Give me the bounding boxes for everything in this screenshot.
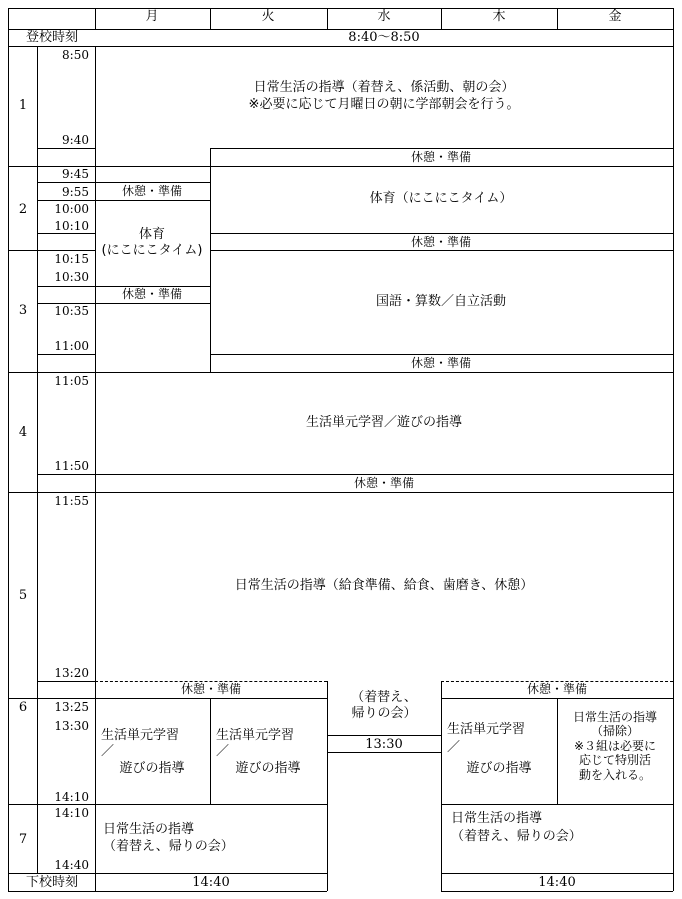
- rule-p4-bottom: [8, 492, 673, 493]
- p3-subjects: 国語・算数／自立活動: [375, 294, 507, 309]
- rule-mon-tue-head: [210, 8, 211, 29]
- rule-p5-bottom: [8, 698, 327, 699]
- time-1035: 10:35: [54, 304, 89, 318]
- period-3: 3: [18, 303, 28, 318]
- rule-time-col-right-a: [95, 8, 96, 29]
- time-1150: 11:50: [54, 459, 89, 473]
- p6-tue-unit-line1: 生活単元学習: [216, 728, 295, 743]
- departure-label: 下校時刻: [25, 875, 79, 890]
- break-mon-p2: 休憩・準備: [121, 184, 183, 198]
- rule-period-time-sep: [37, 46, 38, 873]
- p6-tue-unit-line2: ／: [216, 744, 230, 759]
- rule-wed-thu-b: [441, 681, 442, 891]
- rule-mon-tue-a: [210, 148, 211, 372]
- break-after-p5-left: 休憩・準備: [180, 682, 242, 696]
- p7-right-line1: 日常生活の指導: [451, 811, 543, 826]
- break-after-p1: 休憩・準備: [410, 150, 472, 164]
- arrival-label: 登校時刻: [25, 30, 79, 45]
- rule-right: [673, 8, 674, 891]
- rule-left: [8, 8, 9, 891]
- p6-fri-activity: 日常生活の指導 （掃除） ※３組は必要に 応じて特別活 動を入れる。: [572, 710, 658, 782]
- day-header-fri: 金: [608, 9, 622, 24]
- p6-mon-unit-line2: ／: [101, 744, 115, 759]
- period-4: 4: [18, 425, 28, 440]
- time-1410: 14:10: [54, 790, 89, 804]
- p4-activity: 生活単元学習／遊びの指導: [305, 415, 463, 430]
- rule-p3-break-top-right: [210, 354, 673, 355]
- rule-wed-thu-head: [441, 8, 442, 29]
- rule-wed-time-top: [327, 735, 441, 736]
- rule-p1-break-top: [210, 148, 673, 149]
- pe-tue-fri: 体育（にこにこタイム）: [369, 191, 513, 206]
- rule-top: [8, 8, 673, 9]
- departure-time-right: 14:40: [538, 875, 576, 890]
- rule-thu-fri-head: [557, 8, 558, 29]
- rule-p3-bottom: [8, 372, 673, 373]
- time-1000: 10:00: [54, 202, 89, 216]
- rule-p1-bottom: [8, 166, 673, 167]
- rule-p1-end: [37, 148, 95, 149]
- p7-left-line1: 日常生活の指導: [103, 822, 195, 837]
- rule-p7-bottom: [8, 873, 327, 874]
- p7-left-line2: （着替え、帰りの会）: [103, 839, 234, 854]
- break-after-p5-right: 休憩・準備: [526, 682, 588, 696]
- departure-time-left: 14:40: [192, 875, 230, 890]
- p6-thu-unit-line3: 遊びの指導: [466, 761, 532, 776]
- p5-activity: 日常生活の指導（給食準備、給食、歯磨き、休憩）: [234, 578, 534, 593]
- rule-p6-bottom-right: [441, 804, 673, 805]
- time-0955: 9:55: [62, 185, 89, 199]
- p6-tue-unit-line3: 遊びの指導: [235, 761, 301, 776]
- break-after-p3: 休憩・準備: [410, 356, 472, 370]
- rule-p2-bottom: [8, 250, 95, 251]
- rule-p3-break-top: [37, 354, 95, 355]
- p1-note-line2: ※必要に応じて月曜日の朝に学部朝会を行う。: [248, 97, 520, 112]
- rule-p2-break-top-right: [210, 233, 673, 234]
- day-header-tue: 火: [261, 9, 275, 24]
- break-after-p2: 休憩・準備: [410, 235, 472, 249]
- period-5: 5: [18, 588, 28, 603]
- arrival-time: 8:40〜8:50: [348, 30, 420, 45]
- p1-activity-line1: 日常生活の指導（着替え、係活動、朝の会）: [253, 80, 515, 95]
- time-1030: 10:30: [54, 270, 89, 284]
- time-1410-b: 14:10: [54, 806, 89, 820]
- p6-thu-unit-line1: 生活単元学習: [447, 722, 526, 737]
- time-1440: 14:40: [54, 858, 89, 872]
- rule-thu-fri-b: [557, 698, 558, 804]
- rule-mon-tue-b: [210, 698, 211, 804]
- rule-header-bottom: [8, 29, 673, 30]
- rule-p4-break-top: [37, 474, 673, 475]
- rule-mon-break-bottom: [37, 200, 210, 201]
- time-1100: 11:00: [54, 339, 89, 353]
- period-6: 6: [18, 700, 28, 715]
- rule-tue-wed-head: [327, 8, 328, 29]
- day-header-wed: 水: [377, 9, 391, 24]
- p6-wed-activity: （着替え、 帰りの会）: [351, 690, 417, 721]
- period-7: 7: [18, 832, 28, 847]
- day-header-mon: 月: [145, 9, 159, 24]
- rule-bottom-right: [441, 891, 673, 892]
- break-after-p4: 休憩・準備: [353, 476, 415, 490]
- time-p1-start: 8:50: [62, 48, 89, 62]
- rule-time-col-right-b: [95, 46, 96, 891]
- break-mon-p3: 休憩・準備: [121, 287, 183, 301]
- time-1155: 11:55: [54, 494, 89, 508]
- day-header-thu: 木: [492, 9, 506, 24]
- time-0945: 9:45: [62, 167, 89, 181]
- pe-mon: 体育 (にこにこタイム): [101, 227, 203, 258]
- rule-p2-bottom-right: [210, 250, 673, 251]
- rule-arrival-bottom: [8, 46, 673, 47]
- p7-right-line2: （着替え、帰りの会）: [451, 829, 582, 844]
- p6-mon-unit-line1: 生活単元学習: [101, 728, 180, 743]
- rule-p7-bottom-right: [441, 873, 673, 874]
- time-1105: 11:05: [54, 374, 89, 388]
- time-1010: 10:10: [54, 219, 89, 233]
- time-1320: 13:20: [54, 666, 89, 680]
- rule-p5-break-top: [37, 681, 95, 682]
- p6-thu-unit-line2: ／: [447, 740, 461, 755]
- rule-bottom: [8, 891, 327, 892]
- period-2: 2: [18, 202, 28, 217]
- period-1: 1: [18, 98, 28, 113]
- time-1015: 10:15: [54, 252, 89, 266]
- time-p1-end: 9:40: [62, 133, 89, 147]
- rule-tue-wed-b: [327, 681, 328, 891]
- p6-wed-time: 13:30: [365, 737, 403, 752]
- rule-mon-break-top: [37, 182, 210, 183]
- time-1325: 13:25: [54, 700, 89, 714]
- p6-mon-unit-line3: 遊びの指導: [119, 761, 185, 776]
- time-1330: 13:30: [54, 719, 89, 733]
